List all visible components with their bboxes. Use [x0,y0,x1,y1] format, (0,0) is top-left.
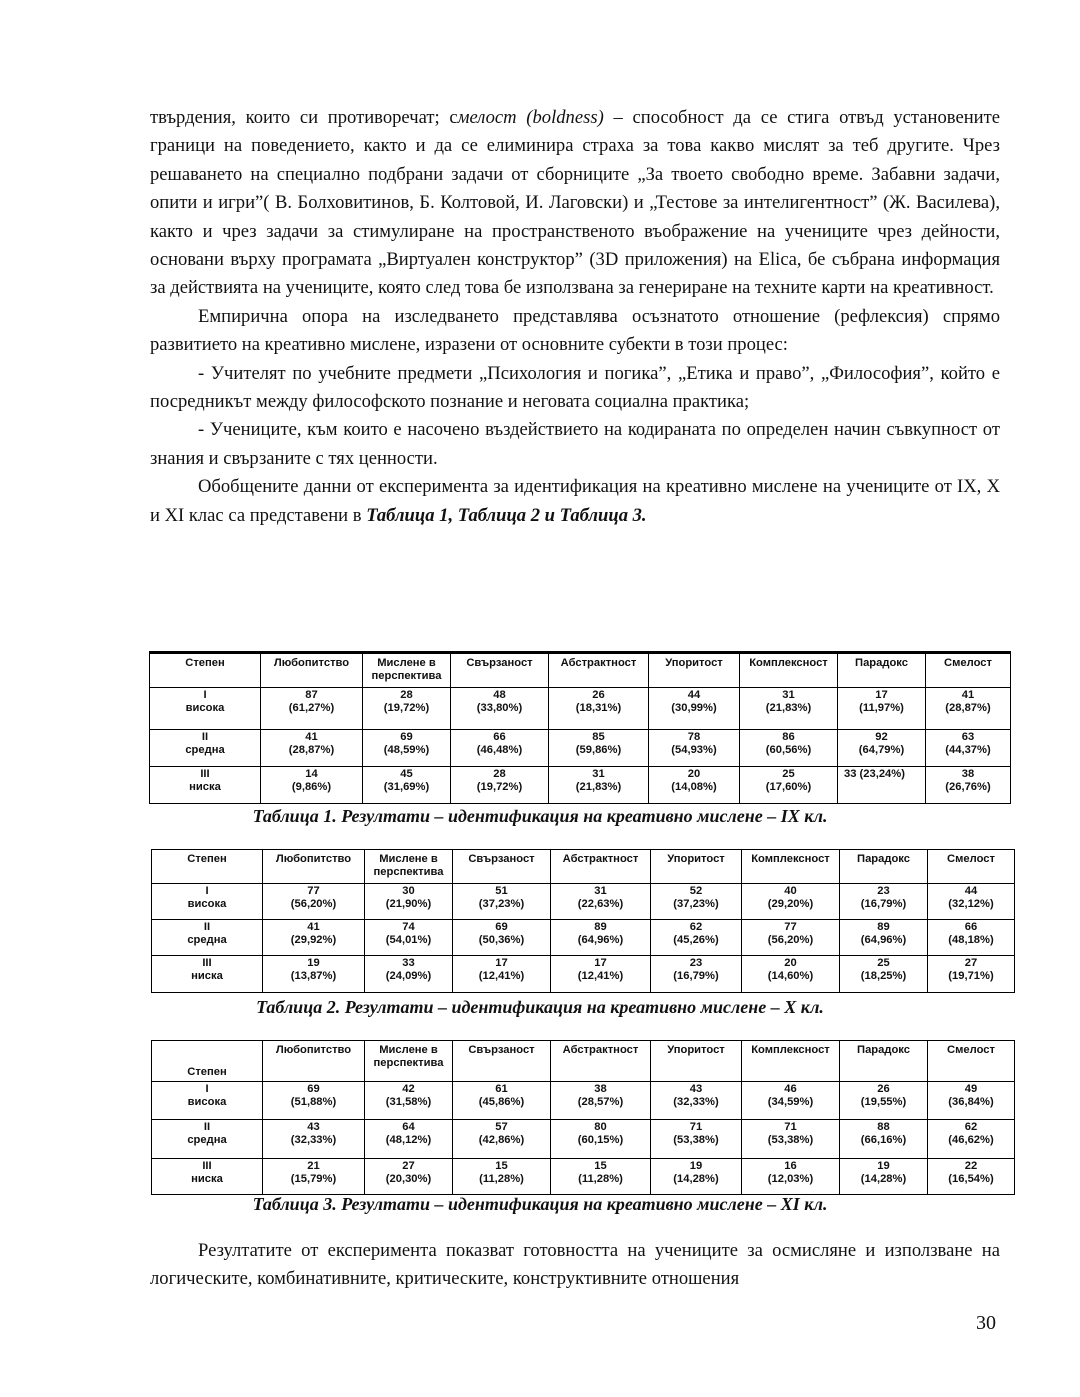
cell-count: 25 [877,957,890,969]
level-number: I [205,885,209,897]
cell-percent: (28,87%) [945,702,991,714]
data-cell [365,956,453,993]
data-cell [363,767,451,804]
cell-count: 28 [493,768,506,780]
cell-percent: (32,33%) [290,1134,337,1146]
cell-percent: (32,33%) [673,1096,719,1108]
data-cell [651,920,742,956]
cell-percent: (28,87%) [288,744,335,756]
data-cell [928,884,1015,920]
column-header: Комплексност [742,1041,840,1082]
body-text-bottom [150,1237,1000,1294]
cell-percent: (15,79%) [290,1173,337,1185]
data-cell [453,884,551,920]
cell-percent: (36,84%) [948,1096,994,1108]
table-row [152,920,1015,956]
cell-count: 62 [689,921,703,933]
level-number: III [202,1160,212,1172]
data-cell [740,688,838,730]
cell-count: 71 [689,1121,703,1133]
cell-count: 63 [961,731,975,743]
cell-count: 62 [964,1121,978,1133]
cell-count: 66 [964,921,978,933]
cell-percent: (9,86%) [291,781,332,793]
data-cell [451,688,549,730]
data-cell [363,730,451,767]
data-cell [649,688,740,730]
data-cell [742,956,840,993]
cell-count: 23 [877,885,890,897]
data-cell [549,688,649,730]
data-cell [740,730,838,767]
cell-percent: (14,08%) [671,781,717,793]
level-label: ниска [189,781,221,793]
cell-percent: (33,80%) [476,702,523,714]
level-label: ниска [191,1173,223,1185]
cell-percent: (59,86%) [575,744,622,756]
column-header: Парадокс [838,653,926,688]
data-cell [651,1159,742,1195]
data-cell [551,1159,651,1195]
cell-count: 51 [495,885,508,897]
column-header: Мислене в перспектива [365,1041,453,1082]
table-header-row [150,653,1011,688]
cell-count: 66 [493,731,506,743]
level-cell [152,920,263,956]
cell-count: 89 [594,921,607,933]
cell-percent: (54,93%) [671,744,717,756]
cell-count: 48 [493,689,506,701]
data-cell [551,920,651,956]
data-cell [840,1120,928,1159]
cell-count: 38 [594,1083,607,1095]
cell-count: 38 [961,768,975,780]
table-header-row [152,1041,1015,1082]
data-cell [928,1159,1015,1195]
cell-percent: (26,76%) [945,781,991,793]
cell-percent: (19,71%) [948,970,994,982]
cell-count: 31 [782,689,795,701]
cell-count: 17 [875,689,888,701]
cell-percent: (56,20%) [290,898,337,910]
cell-percent: (31,58%) [385,1096,432,1108]
data-cell [263,920,365,956]
cell-percent: (64,79%) [858,744,905,756]
data-cell [740,767,838,804]
cell-percent: (28,57%) [577,1096,624,1108]
data-cell [551,884,651,920]
column-header: Степен [152,850,263,884]
level-cell [152,884,263,920]
level-cell [152,1082,263,1120]
column-header: Абстрактност [549,653,649,688]
level-number: II [203,921,211,933]
cell-count: 52 [689,885,703,897]
cell-percent: (12,41%) [577,970,624,982]
cell-percent: (32,12%) [948,898,994,910]
cell-percent: (42,86%) [478,1134,525,1146]
cell-percent: (29,92%) [290,934,337,946]
cell-count: 88 [877,1121,890,1133]
data-cell [838,688,926,730]
data-cell [742,1159,840,1195]
data-cell [453,920,551,956]
table-row [152,884,1015,920]
cell-count: 27 [964,957,978,969]
column-header: Абстрактност [551,1041,651,1082]
cell-percent: (18,31%) [575,702,622,714]
data-cell [263,1159,365,1195]
cell-percent: (46,48%) [476,744,523,756]
cell-percent: (46,62%) [948,1134,994,1146]
cell-count: 86 [782,731,795,743]
table-row [150,767,1011,804]
table-3 [151,1040,1015,1195]
cell-count: 80 [594,1121,607,1133]
cell-percent: (13,87%) [290,970,337,982]
level-number: I [203,689,207,701]
cell-count: 41 [961,689,975,701]
data-cell [365,1120,453,1159]
data-cell [453,956,551,993]
column-header: Смелост [926,653,1011,688]
cell-percent: (14,28%) [673,1173,719,1185]
cell-count: 89 [877,921,890,933]
paragraph-students: - Учениците, към които е насочено въздействието на кодираната по определен начин съвкупност от знания и свързаните с тях ценности. [150,419,1000,469]
data-cell [838,767,926,804]
cell-percent: (11,28%) [479,1173,524,1185]
column-header: Любопитство [263,1041,365,1082]
data-cell [551,1120,651,1159]
cell-count: 69 [400,731,413,743]
data-cell [453,1120,551,1159]
column-header: Свързаност [451,653,549,688]
data-cell [928,1120,1015,1159]
column-header: Мислене в перспектива [365,850,453,884]
cell-count: 77 [307,885,320,897]
cell-count: 92 [875,731,888,743]
cell-percent: (37,23%) [478,898,525,910]
cell-count: 26 [592,689,605,701]
level-cell [150,688,261,730]
cell-percent: (64,96%) [577,934,624,946]
cell-count: 71 [784,1121,797,1133]
level-number: I [205,1083,209,1095]
cell-count: 87 [305,689,318,701]
level-cell [150,767,261,804]
cell-percent: (56,20%) [767,934,814,946]
level-cell [152,1120,263,1159]
data-cell [926,688,1011,730]
cell-count: 19 [877,1160,890,1172]
cell-percent: (30,99%) [671,702,717,714]
column-header: Абстрактност [551,850,651,884]
data-cell [838,730,926,767]
cell-percent: (16,79%) [860,898,907,910]
data-cell [926,730,1011,767]
cell-percent: (48,12%) [385,1134,432,1146]
data-cell [651,884,742,920]
data-cell [263,884,365,920]
data-cell [263,1120,365,1159]
data-cell [840,1082,928,1120]
cell-percent: (19,55%) [860,1096,907,1108]
column-header: Любопитство [261,653,363,688]
cell-count: 28 [400,689,413,701]
data-cell [551,956,651,993]
cell-percent: (31,69%) [383,781,430,793]
data-cell [363,688,451,730]
data-cell [840,1159,928,1195]
cell-count: 45 [400,768,413,780]
data-cell [649,730,740,767]
data-cell [742,920,840,956]
level-label: средна [187,934,227,946]
paragraph-teacher: - Учителят по учебните предмети „Психология и погика”, „Етика и право”, „Философия”, който е посредникът между философското познание и неговата социална практика; [150,362,1000,413]
cell-count: 43 [307,1121,320,1133]
cell-percent: (66,16%) [860,1134,907,1146]
cell-percent: (11,28%) [578,1173,623,1185]
cell-percent: (16,54%) [948,1173,994,1185]
cell-percent: (48,59%) [383,744,430,756]
paragraph-boldness: твърдения, които си противоречат; смелост (boldness) – способност да се стига отвъд установените граници на поведението, както и да се елиминира страха за това какво мислят за теб другите. Чрез решаването на специално подбрани задачи от сборниците „За твоето свободно време. Забавни задачи, опити и игри”( В. Болховитинов, Б. Колтовой, И. Лаговски) и „Тестове за интелигентност” (Ж. Василева), както и чрез задачи за стимулиране на пространственото въображение на учениците чрез дейности, основани върху програмата „Виртуален конструктор” (3D приложения) на Elica, бе събрана информация за действията на учениците, която след това бе използвана за генериране на техните карти на креативност. [150,107,1000,299]
data-cell [742,1082,840,1120]
table-header-row [152,850,1015,884]
data-cell [551,1082,651,1120]
column-header: Парадокс [840,850,928,884]
cell-percent: (60,15%) [577,1134,624,1146]
cell-count: 41 [305,731,318,743]
cell-percent: (34,59%) [767,1096,814,1108]
data-cell [651,1082,742,1120]
table-row [150,688,1011,730]
data-cell [549,730,649,767]
data-cell [840,920,928,956]
table-1-caption: Таблица 1. Резултати – идентификация на креативно мислене – IX кл. [252,806,828,826]
cell-count: 21 [307,1160,320,1172]
data-cell [840,884,928,920]
column-header: Любопитство [263,850,365,884]
cell-count: 43 [689,1083,703,1095]
cell-percent: (17,60%) [765,781,812,793]
cell-count: 17 [495,957,508,969]
column-header: Упоритост [651,850,742,884]
cell-count: 31 [594,885,607,897]
data-cell [451,767,549,804]
table-row [152,1120,1015,1159]
data-cell [840,956,928,993]
cell-count: 33 (23,24%) [844,768,905,780]
table-2-caption: Таблица 2. Резултати – идентификация на креативно мислене – X кл. [256,997,824,1017]
cell-count: 15 [594,1160,607,1172]
cell-percent: (21,83%) [575,781,622,793]
level-label: средна [185,744,225,756]
column-header: Степен [152,1041,263,1082]
data-cell [926,767,1011,804]
cell-percent: (12,03%) [767,1173,814,1185]
level-label: ниска [191,970,223,982]
data-cell [928,956,1015,993]
cell-count: 22 [964,1160,978,1172]
level-cell [152,1159,263,1195]
cell-count: 85 [592,731,605,743]
level-label: висока [185,702,225,714]
data-cell [365,884,453,920]
cell-count: 78 [687,731,701,743]
data-cell [365,1159,453,1195]
data-cell [261,688,363,730]
cell-count: 44 [687,689,701,701]
cell-percent: (29,20%) [767,898,814,910]
data-cell [261,730,363,767]
column-header: Смелост [928,850,1015,884]
cell-count: 31 [592,768,605,780]
cell-percent: (19,72%) [383,702,430,714]
column-header: Смелост [928,1041,1015,1082]
column-header: Комплексност [742,850,840,884]
cell-count: 69 [307,1083,320,1095]
cell-percent: (18,25%) [860,970,907,982]
data-cell [742,884,840,920]
cell-percent: (22,63%) [577,898,624,910]
cell-percent: (61,27%) [288,702,335,714]
cell-count: 57 [495,1121,508,1133]
column-header: Комплексност [740,653,838,688]
cell-count: 74 [402,921,415,933]
cell-count: 26 [877,1083,890,1095]
data-cell [453,1159,551,1195]
cell-percent: (12,41%) [478,970,525,982]
cell-percent: (44,37%) [945,744,991,756]
cell-percent: (20,30%) [385,1173,432,1185]
paragraph-results: Резултатите от експеримента показват готовността на учениците за осмисляне и използване на логическите, комбинативните, критическите, конструктивните отношения [150,1240,1000,1290]
data-cell [928,920,1015,956]
cell-count: 30 [402,885,415,897]
cell-percent: (45,26%) [673,934,719,946]
table-row [150,730,1011,767]
data-cell [263,1082,365,1120]
table-row [152,1082,1015,1120]
cell-count: 69 [495,921,508,933]
data-cell [453,1082,551,1120]
column-header: Мислене в перспектива [363,653,451,688]
cell-count: 20 [687,768,701,780]
cell-percent: (21,83%) [765,702,812,714]
cell-count: 49 [964,1083,978,1095]
cell-percent: (21,90%) [385,898,432,910]
data-cell [261,767,363,804]
cell-percent: (53,38%) [767,1134,814,1146]
cell-percent: (54,01%) [385,934,432,946]
cell-count: 44 [964,885,978,897]
table-3-caption: Таблица 3. Резултати – идентификация на креативно мислене – XI кл. [252,1194,828,1214]
cell-count: 16 [784,1160,797,1172]
level-label: висока [187,898,227,910]
data-cell [651,956,742,993]
cell-percent: (45,86%) [478,1096,525,1108]
cell-count: 64 [402,1121,415,1133]
paragraph-summary: Обобщените данни от експеримента за идентификация на креативно мислене на учениците от IX, X и XI клас са представени в Таблица 1, Таблица 2 и Таблица 3. [150,476,1000,526]
table-1 [149,651,1011,804]
column-header: Упоритост [649,653,740,688]
data-cell [263,956,365,993]
cell-percent: (60,56%) [765,744,812,756]
cell-percent: (11,97%) [859,702,904,714]
cell-percent: (19,72%) [476,781,523,793]
column-header: Парадокс [840,1041,928,1082]
cell-percent: (53,38%) [673,1134,719,1146]
cell-count: 41 [307,921,320,933]
cell-count: 15 [495,1160,508,1172]
cell-percent: (51,88%) [290,1096,337,1108]
cell-percent: (14,60%) [767,970,814,982]
level-number: III [202,957,212,969]
cell-percent: (64,96%) [860,934,907,946]
cell-count: 17 [594,957,607,969]
cell-percent: (16,79%) [673,970,719,982]
column-header: Свързаност [453,1041,551,1082]
level-number: II [203,1121,211,1133]
table-2 [151,849,1015,993]
data-cell [928,1082,1015,1120]
column-header: Свързаност [453,850,551,884]
data-cell [651,1120,742,1159]
cell-percent: (14,28%) [860,1173,907,1185]
level-cell [150,730,261,767]
data-cell [742,1120,840,1159]
level-cell [152,956,263,993]
table-row [152,1159,1015,1195]
cell-count: 33 [402,957,415,969]
cell-count: 27 [402,1160,415,1172]
column-header: Упоритост [651,1041,742,1082]
level-number: II [201,731,209,743]
page-number: 30 [976,1312,996,1334]
data-cell [365,1082,453,1120]
cell-percent: (37,23%) [673,898,719,910]
cell-count: 42 [402,1083,415,1095]
cell-count: 23 [689,957,703,969]
paragraph-empirical: Емпирична опора на изследването представлява осъзнатото отношение (рефлексия) спрямо развитието на креативно мислене, изразени от основните субекти в този процес: [150,305,1000,356]
cell-count: 19 [689,1160,703,1172]
cell-count: 46 [784,1083,797,1095]
cell-count: 61 [495,1083,508,1095]
table-row [152,956,1015,993]
cell-count: 19 [307,957,320,969]
cell-count: 77 [784,921,797,933]
column-header: Степен [150,653,261,688]
cell-count: 20 [784,957,797,969]
data-cell [549,767,649,804]
level-label: висока [187,1096,227,1108]
data-cell [365,920,453,956]
cell-percent: (50,36%) [478,934,525,946]
level-label: средна [187,1134,227,1146]
cell-count: 40 [784,885,797,897]
data-cell [451,730,549,767]
cell-count: 14 [305,768,318,780]
body-text [150,104,1000,530]
data-cell [649,767,740,804]
cell-percent: (24,09%) [385,970,432,982]
cell-percent: (48,18%) [948,934,994,946]
cell-count: 25 [782,768,795,780]
level-number: III [200,768,210,780]
